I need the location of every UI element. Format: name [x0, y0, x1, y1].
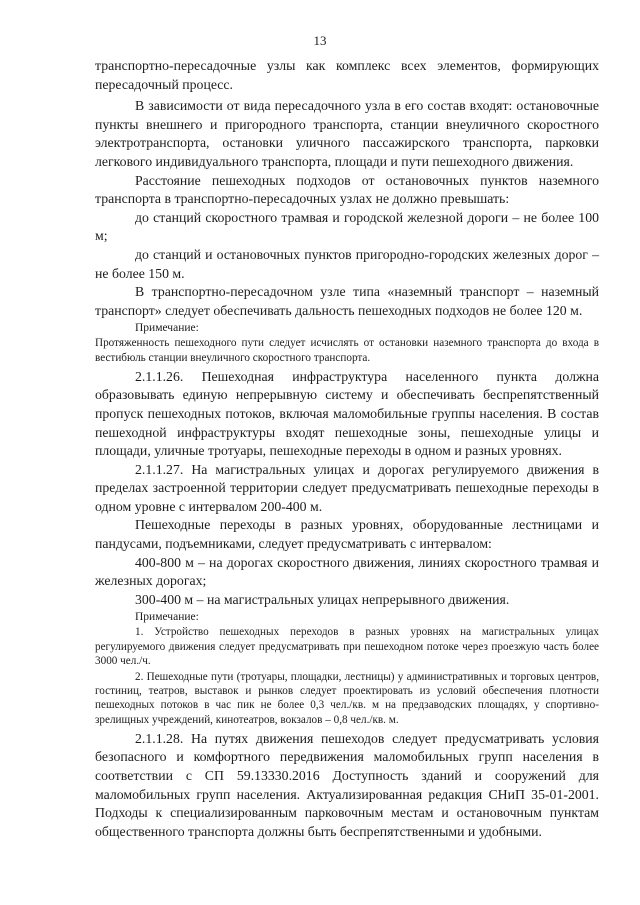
paragraph-continuation: транспортно-пересадочные узлы как комплекс всех элементов, формирующих пересадочный процесс. [95, 58, 599, 92]
page-number: 13 [313, 33, 327, 48]
note-item: 1. Устройство пешеходных переходов в разных уровнях на магистральных улицах регулируемого движения следует предусматривать при пешеходном потоке через проезжую часть более 3000 чел./ч. [95, 626, 599, 667]
paragraph-2-1-1-28: 2.1.1.28. На путях движения пешеходов следует предусматривать условия безопасного и комфортного передвижения маломобильных групп населения в соответствии с СП 59.13330.2016 Доступность зданий и сооружений для маломобильных групп населения. Актуализированная редакция СНиП 35-01-2001. Подходы к специализированным парковочным местам и остановочным пунктам общественного транспорта должны быть беспрепятственными и удобными. [95, 730, 599, 839]
note-label: Примечание: [135, 322, 199, 335]
note-text: Протяженность пешеходного пути следует исчислять от остановки наземного транспорта до входа в вестибюль станции внеуличного скоростного транспорта. [95, 337, 599, 364]
paragraph-interval-300-400: 300-400 м – на магистральных улицах непрерывного движения. [135, 591, 510, 607]
note-label: Примечание: [135, 611, 199, 624]
note-item: 2. Пешеходные пути (тротуары, площадки, лестницы) у административных и торговых центров, гостиниц, театров, выставок и рынков следует проектировать из условий обеспечения плотности пешеходных потоков в час пик не более 0,3 чел./кв. м на предзаводских площадях, у спортивно-зрелищных учреждений, кинотеатров, вокзалов – 0,8 чел./кв. м. [95, 671, 599, 726]
page-content [95, 57, 599, 841]
paragraph-suburban-distance: до станций и остановочных пунктов пригородно-городских железных дорог – не более 150 м. [95, 246, 599, 281]
paragraph-interval-400-800: 400-800 м – на дорогах скоростного движения, линиях скоростного трамвая и железных дорогах; [95, 554, 599, 589]
paragraph-walking-distance: Расстояние пешеходных подходов от остановочных пунктов наземного транспорта в транспортно-пересадочных узлах не должно превышать: [95, 172, 599, 207]
paragraph-2-1-1-26: 2.1.1.26. Пешеходная инфраструктура населенного пункта должна образовывать единую непрерывную систему и обеспечивать беспрепятственный пропуск пешеходных потоков, включая маломобильные группы населения. В состав пешеходной инфраструктуры входят пешеходные зоны, пешеходные улицы и площади, уличные тротуары, пешеходные переходы в одном и разных уровнях. [95, 368, 599, 459]
paragraph-2-1-1-27: 2.1.1.27. На магистральных улицах и дорогах регулируемого движения в пределах застроенной территории следует предусматривать пешеходные переходы в одном уровне с интервалом 200-400 м. [95, 461, 599, 514]
paragraph-interchange-composition: В зависимости от вида пересадочного узла в его состав входят: остановочные пункты внешнего и пригородного транспорта, станции внеуличного скоростного электротранспорта, остановки уличного пассажирского транспорта, парковки легкового индивидуального транспорта, площади и пути пешеходного движения. [95, 98, 599, 169]
paragraph-ground-transport: В транспортно-пересадочном узле типа «наземный транспорт – наземный транспорт» следует обеспечивать дальность пешеходных подходов не более 120 м. [95, 284, 599, 318]
paragraph-crossings-levels: Пешеходные переходы в разных уровнях, оборудованные лестницами и пандусами, подъемниками, следует предусматривать с интервалом: [95, 517, 599, 552]
paragraph-tram-distance: до станций скоростного трамвая и городской железной дороги – не более 100 м; [95, 209, 599, 244]
